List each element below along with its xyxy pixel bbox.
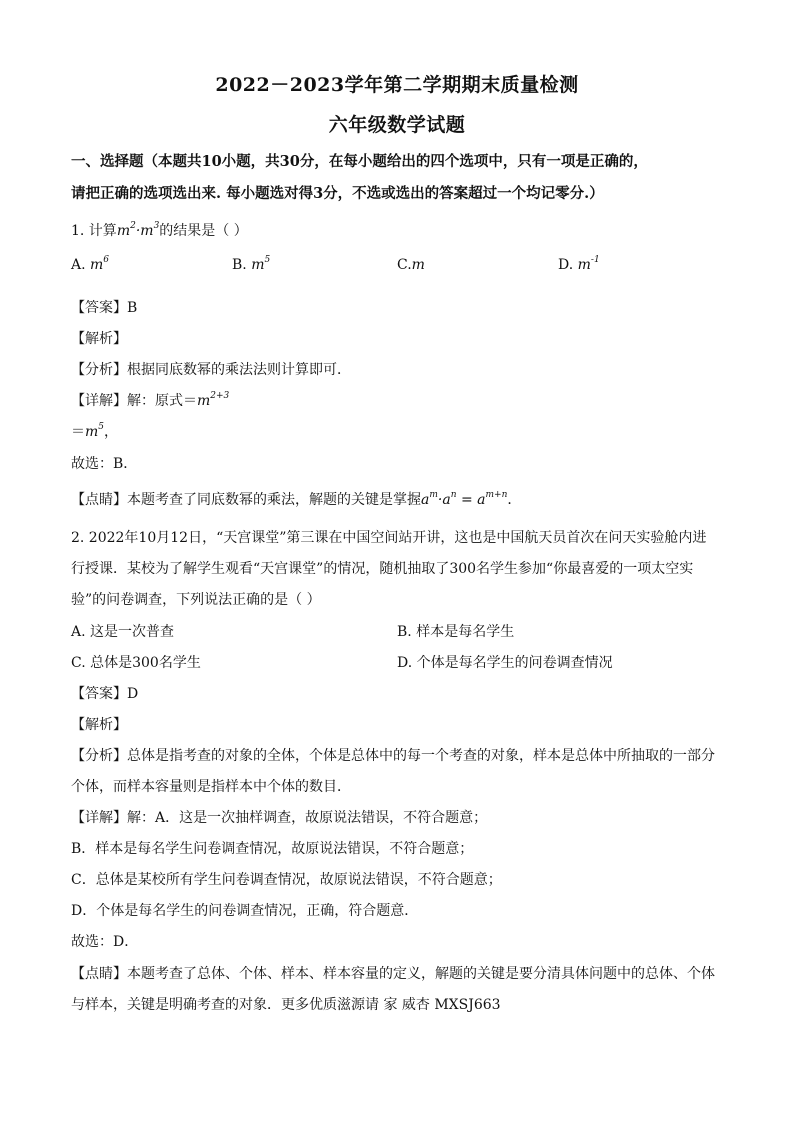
q2-option-a: A. 这是一次普查 — [71, 624, 175, 640]
section-heading-line2: 请把正确的选项选出来. 每小题选对得3分，不选或选出的答案超过一个均记零分.） — [71, 185, 604, 202]
q1-suffix: 的结果是（ ） — [159, 223, 248, 239]
q2-fenxi-line2: 个体，而样本容量则是指样本中个体的数目． — [71, 779, 351, 795]
q2-xiangjie-line2: B．样本是每名学生问卷调查情况，故原说法错误，不符合题意； — [71, 841, 474, 857]
q2-analysis-tag: 【解析】 — [71, 717, 127, 733]
q1-expr: $m^2\cdot m^3$ — [116, 221, 160, 239]
q2-stem-line2: 行授课．某校为了解学生观看“天宫课堂”的情况，随机抽取了300名学生参加“你最喜爱的一项太空实 — [71, 561, 694, 577]
q2-option-d: D. 个体是每名学生的问卷调查情况 — [397, 655, 613, 671]
q1-prefix: 1. 计算 — [71, 223, 117, 239]
q2-xiangjie-line1: 【详解】解：A．这是一次抽样调查，故原说法错误，不符合题意； — [71, 810, 488, 826]
q2-dianjing-line1: 【点睛】本题考查了总体、个体、样本、样本容量的定义，解题的关键是要分清具体问题中的总体、个体 — [71, 966, 715, 982]
q1-stem — [71, 220, 248, 240]
q2-answer: 【答案】D — [71, 686, 139, 702]
q1-choose: 故选：B． — [71, 456, 138, 472]
q1-step2: $=m^5$， — [71, 422, 119, 440]
q1-answer: 【答案】B — [71, 300, 138, 316]
q1-xiangjie: 【详解】解：原式$=m^{2+3}$ — [71, 391, 230, 409]
q2-fenxi-line1: 【分析】总体是指考查的对象的全体，个体是总体中的每一个考查的对象，样本是总体中所抽取的一部分 — [71, 748, 715, 764]
q2-choose: 故选：D． — [71, 934, 139, 950]
q2-stem-line3: 验”的问卷调查，下列说法正确的是（ ） — [71, 592, 321, 608]
q2-xiangjie-line3: C．总体是某校所有学生问卷调查情况，故原说法错误，不符合题意； — [71, 872, 502, 888]
q2-option-c: C. 总体是300名学生 — [71, 655, 201, 671]
q1-fenxi: 【分析】根据同底数幂的乘法法则计算即可． — [71, 362, 351, 378]
page-subtitle: 六年级数学试题 — [328, 114, 466, 136]
q1-option-b: B. $m^5$ — [232, 255, 271, 273]
q1-option-a: A. $m^6$ — [71, 255, 110, 273]
q2-stem-line1: 2. 2022年10月12日，“天宫课堂”第三课在中国空间站开讲，这也是中国航天员首次在问天实验舱内进 — [71, 530, 707, 546]
q1-dianjing: 【点睛】本题考查了同底数幂的乘法，解题的关键是掌握$a^m\cdot a^n = a^{m+n}$． — [71, 490, 522, 508]
q1-analysis-tag: 【解析】 — [71, 331, 127, 347]
q2-option-b: B. 样本是每名学生 — [397, 624, 515, 640]
q1-option-c: C.m — [397, 257, 425, 273]
page-title: 2022－2023学年第二学期期末质量检测 — [215, 74, 579, 96]
q1-option-d: D. $m^{-1}$ — [558, 255, 600, 273]
q2-xiangjie-line4: D．个体是每名学生的问卷调查情况，正确，符合题意． — [71, 903, 419, 919]
q2-dianjing-line2: 与样本，关键是明确考查的对象．更多优质滋源请 家 威杏 MXSJ663 — [71, 997, 501, 1013]
section-heading-line1: 一、选择题（本题共10小题，共30分，在每小题给出的四个选项中，只有一项是正确的， — [71, 153, 648, 170]
